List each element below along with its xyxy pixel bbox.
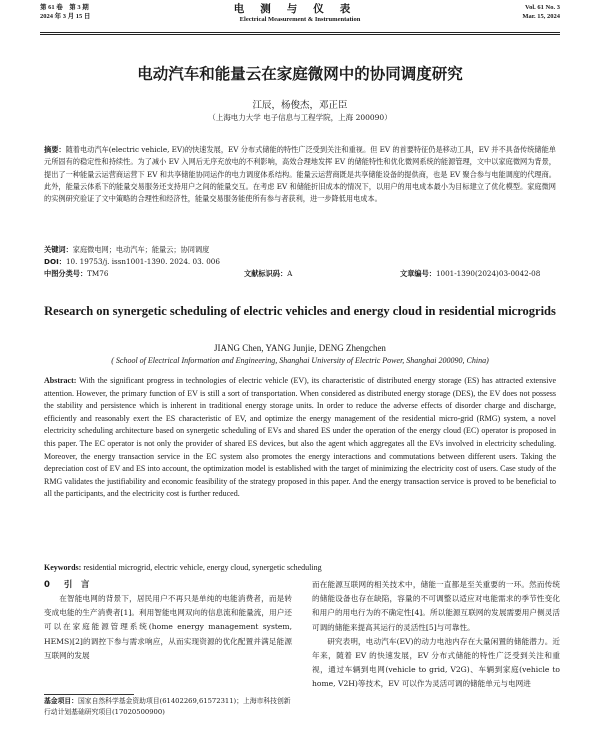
affiliation-cn: （上海电力大学 电子信息与工程学院，上海 200090） <box>208 113 392 122</box>
funding-label: 基金项目： <box>44 697 78 705</box>
doc-code-label: 文献标识码： <box>244 269 288 278</box>
header-rule-top <box>40 32 560 33</box>
keywords-cn <box>44 244 209 256</box>
clc-value: TM76 <box>87 269 109 278</box>
body-column-left <box>44 578 292 663</box>
funding-footnote <box>44 696 294 718</box>
header-center <box>40 3 560 24</box>
intro-paragraph-3: 研究表明，电动汽车(EV)的动力电池内存在大量闲置的储能潜力。近年来，随着 EV 的快速发展，EV 分布式储能的特性广泛受到关注和重视，通过车辆到电网(vehicle to grid, V2G)、车辆到家庭(vehicle to home, V2H)等技术，EV 可以作为灵活可调的储能单元与电网进 <box>312 636 560 689</box>
article-no-value: 1001-1390(2024)03-0042-08 <box>435 269 541 278</box>
doi-text: 10. 19753/j. issn1001-1390. 2024. 03. 006 <box>65 257 220 266</box>
abstract-en-text: With the significant progress in technologies of electric vehicle (EV), its characteristic of distributed energy storage (ES) has attracted extensive attention. However, the primary function of EV is still a sort of transportation. When considered as distributed energy storage (DES), the EV does not possess the stability and persistence which is inherent in traditional energy storage units. In order to reduce the adverse effects of disorder charge and discharge, efficiently and reasonably exert the ES characteristic of EV, and optimize the energy management of the residential micro-grid (RMG) system, a novel electricity scheduling architecture based on synergetic scheduling of EVs and shared ES under the operation of the energy cloud (EC) operator is proposed in this paper. The EC operator is not only the provider of shared ES devices, but also the agent which aggregates all the EVs involved in electricity scheduling. Moreover, the energy transaction service in the EC system also promotes the energy interactions and commutations between different users. Taking the depreciation cost of EV and ES into account, the optimization model is established with the target of minimizing the electricity cost of users. Case study of the RMG validates the justifiability and economic feasibility of the strategy proposed in this paper. And the energy transaction service is proved to be beneficial to all the participants, and the electricity cost is further reduced. <box>44 376 556 499</box>
footnote-rule <box>44 694 134 695</box>
keywords-en-label: Keywords: <box>44 563 82 572</box>
article-number <box>400 268 540 280</box>
keywords-cn-text: 家庭微电网；电动汽车；能量云；协同调度 <box>72 245 210 254</box>
abstract-cn <box>44 144 556 205</box>
volume-issue-cn: 第 61 卷 第 3 期 <box>40 4 89 11</box>
header-rule-bottom <box>40 34 560 35</box>
journal-name-en: Electrical Measurement & Instrumentation <box>239 16 361 23</box>
section-heading-intro <box>44 578 292 592</box>
body-column-right <box>312 578 560 692</box>
document-code <box>244 268 292 280</box>
intro-paragraph-1: 在智能电网的背景下，居民用户不再只是单纯的电能消费者，而是转变成电能的生产消费者[1]。利用智能电网双向的信息流和能量流，用户还可以在家庭能源管理系统(home energy management system, HEMS)[2]的调控下参与需求响应，从而实现资源的优化配置并满足能源互联网的发展 <box>44 594 292 660</box>
doc-code-value: A <box>287 269 293 278</box>
article-no-label: 文章编号： <box>400 269 436 278</box>
affiliation-en: ( School of Electrical Information and Engineering, Shanghai University of Electric Power, Shanghai 200090, China) <box>111 356 489 365</box>
clc-label: 中图分类号： <box>44 269 88 278</box>
journal-name-cn: 电测与仪表 <box>233 3 367 15</box>
volume-issue-en: Vol. 61 No. 3 <box>525 4 560 11</box>
clc-code <box>44 268 108 280</box>
paper-title-cn: 电动汽车和能量云在家庭微网中的协同调度研究 <box>137 65 463 83</box>
authors-cn: 江辰，杨俊杰，邓正臣 <box>252 100 348 111</box>
abstract-en <box>44 375 556 501</box>
doi <box>44 256 220 268</box>
issue-date-en: Mar. 15, 2024 <box>522 13 560 20</box>
keywords-cn-label: 关键词： <box>44 245 73 254</box>
running-header <box>40 3 560 33</box>
doi-label: DOI： <box>44 257 66 266</box>
abstract-cn-label: 摘要： <box>44 145 66 154</box>
intro-paragraph-2: 而在能源互联网的相关技术中，储能一直都是至关重要的一环。然而传统的储能设备也存在缺陷，容量的不可调整以适应对电能需求的季节性变化和用户的用电行为的不确定性[4]。所以能源互联网的发展需要用户侧灵活可调的储能来提高其运行的灵活性[5]与可靠性。 <box>312 580 560 632</box>
authors-en: JIANG Chen, YANG Junjie, DENG Zhengchen <box>214 343 386 353</box>
issue-date-cn: 2024 年 3 月 15 日 <box>40 13 91 20</box>
abstract-en-label: Abstract: <box>44 376 77 385</box>
abstract-cn-text: 随着电动汽车(electric vehicle, EV)的快速发展，EV 分布式储能的特性广泛受到关注和重视。但 EV 的首要特征仍是移动工具，EV 并不具备传统储能单元所固有的稳定性和持续性。为了减小 EV 入网后无序充放电的不利影响，高效合理地发挥 EV 的储能特性和优化微网系统的能源管理，文中以家庭微网为背景，提出了一种能量云运营商运营下 EV 和共享储能协同运作的电力调度体系结构。能量云运营商既是共享储能设备的提供商，也是 EV 聚合参与电能调度的代理商。此外，能量云体系下的能量交易服务还支持用户之间的能量交互。在考虑 EV 和储能折旧成本的情况下，以用户的用电成本最小为目标建立了优化模型。家庭微网的实例研究验证了文中策略的合理性和经济性，能量交易服务能使所有参与者获利，进一步降低用电成本。 <box>44 145 556 204</box>
keywords-en-text: residential microgrid, electric vehicle, energy cloud, synergetic scheduling <box>83 563 322 572</box>
paper-title-en: Research on synergetic scheduling of electric vehicles and energy cloud in residential microgrids <box>44 304 556 318</box>
section-title: 引 言 <box>63 580 90 590</box>
header-right <box>522 3 560 21</box>
funding-text: 国家自然科学基金资助项目(61402269,61572311)；上海市科技创新行动计划基础研究项目(17020500900) <box>44 697 291 716</box>
section-number: 0 <box>44 580 50 590</box>
keywords-en <box>44 562 556 574</box>
